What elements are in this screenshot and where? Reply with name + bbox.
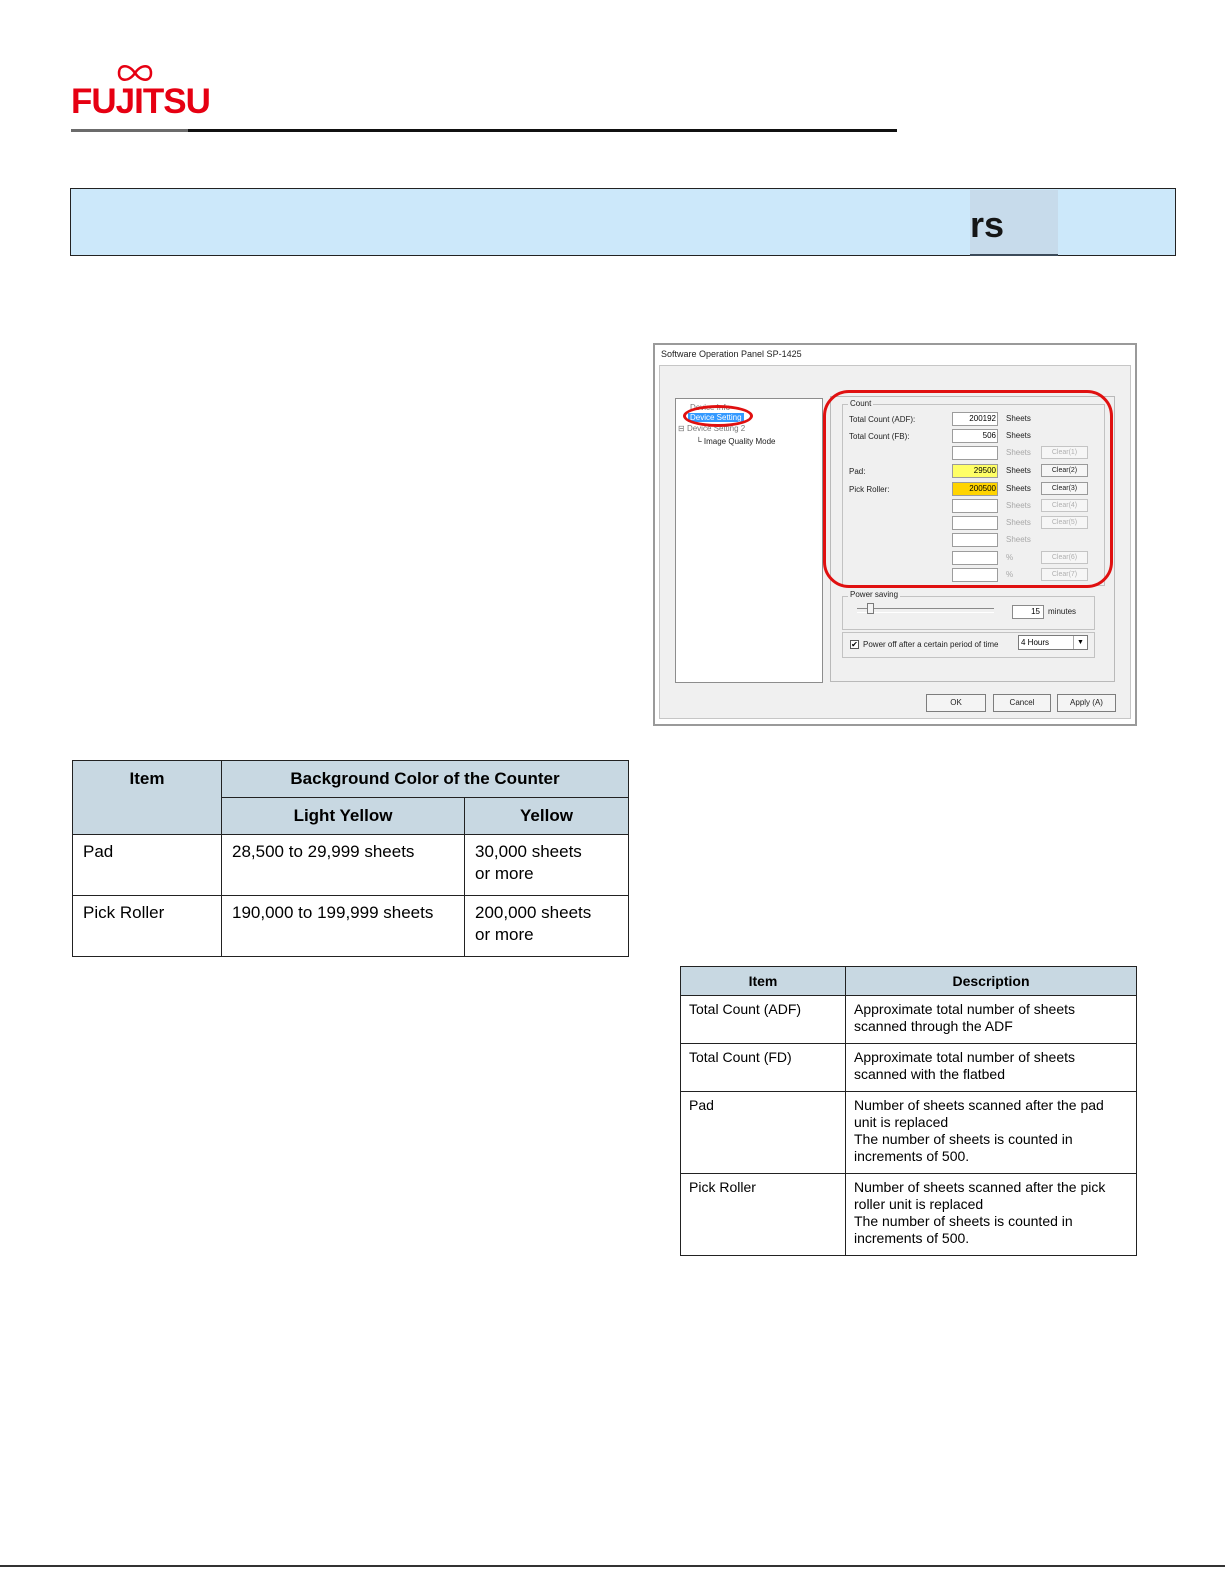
tree-item-device-setting[interactable]: Device Setting <box>690 413 742 422</box>
pad-unit: Sheets <box>1006 466 1031 475</box>
power-off-checkbox[interactable]: ✔ <box>851 640 858 649</box>
clear-1-button[interactable]: Clear(1) <box>1041 446 1088 459</box>
row-item: Total Count (FD) <box>681 1044 846 1092</box>
fujitsu-logo <box>71 68 210 130</box>
row-item: Pad <box>681 1092 846 1174</box>
power-saving-label: Power saving <box>850 590 899 599</box>
pad-count-value: 29500 <box>952 464 998 478</box>
power-saving-minutes-input[interactable]: 15 <box>1012 605 1044 619</box>
tree-item-device-setting-2[interactable]: ⊟ Device Setting 2 <box>678 424 746 433</box>
description-header: Description <box>846 967 1137 996</box>
pad-label: Pad: <box>849 467 866 476</box>
logo-text: FUJITSU <box>71 82 210 121</box>
tree-item-image-quality-mode[interactable]: └ Image Quality Mode <box>696 437 776 446</box>
window-title: Software Operation Panel SP-1425 <box>661 349 802 359</box>
table-row <box>681 996 1137 1044</box>
pick-roller-label: Pick Roller: <box>849 485 890 494</box>
highlight-circle-count <box>823 390 1113 588</box>
counter-description-table <box>680 966 1137 1256</box>
total-count-fb-label: Total Count (FB): <box>849 432 910 441</box>
pick-roller-unit: Sheets <box>1006 484 1031 493</box>
power-off-time-value: 4 Hours <box>1021 638 1050 647</box>
counter-row-6-unit: Sheets <box>1006 501 1031 510</box>
row-description: Number of sheets scanned after the pick roller unit is replaced The number of sheets is counted in increments of 500. <box>846 1174 1137 1256</box>
settings-tree <box>675 398 823 683</box>
counter-row-8-unit: Sheets <box>1006 535 1031 544</box>
power-saving-slider-thumb[interactable] <box>867 603 874 614</box>
clear-4-button[interactable]: Clear(4) <box>1041 499 1088 512</box>
title-fragment <box>970 190 1058 256</box>
background-color-header: Background Color of the Counter <box>222 761 629 798</box>
row-yellow: 200,000 sheets or more <box>465 896 629 957</box>
highlight-circle-tree <box>683 405 753 427</box>
row-description: Number of sheets scanned after the pad unit is replaced The number of sheets is counted in increments of 500. <box>846 1092 1137 1174</box>
total-count-fb-value: 506 <box>952 429 998 443</box>
counter-row-9-unit: % <box>1006 553 1014 562</box>
row-light-yellow: 190,000 to 199,999 sheets <box>222 896 465 957</box>
tree-item-device-setting-2-label: Device Setting 2 <box>686 424 746 433</box>
counter-row-10-unit: % <box>1006 570 1014 579</box>
light-yellow-header: Light Yellow <box>222 798 465 835</box>
dropdown-arrow-icon[interactable]: ▼ <box>1073 636 1087 649</box>
total-count-adf-label: Total Count (ADF): <box>849 415 916 424</box>
total-count-adf-unit: Sheets <box>1006 414 1031 423</box>
tree-item-image-quality-label: Image Quality Mode <box>703 437 776 446</box>
logo-underline <box>71 129 188 132</box>
clear-5-button[interactable]: Clear(5) <box>1041 516 1088 529</box>
table-header-row <box>73 761 629 798</box>
row-description: Approximate total number of sheets scanned through the ADF <box>846 996 1137 1044</box>
table-row <box>73 896 629 957</box>
row-light-yellow: 28,500 to 29,999 sheets <box>222 835 465 896</box>
item-header: Item <box>681 967 846 996</box>
power-off-time-select[interactable] <box>1018 635 1088 650</box>
table-row <box>681 1044 1137 1092</box>
table-header-row <box>681 967 1137 996</box>
counter-row-7-unit: Sheets <box>1006 518 1031 527</box>
row-yellow: 30,000 sheets or more <box>465 835 629 896</box>
row-item: Pick Roller <box>73 896 222 957</box>
clear-6-button[interactable]: Clear(6) <box>1041 551 1088 564</box>
total-count-adf-value: 200192 <box>952 412 998 426</box>
counter-row-3-unit: Sheets <box>1006 448 1031 457</box>
pick-roller-count-value: 200500 <box>952 482 998 496</box>
cancel-button[interactable]: Cancel <box>993 694 1051 712</box>
header-rule <box>188 129 897 132</box>
row-item: Pad <box>73 835 222 896</box>
power-saving-slider-track[interactable] <box>857 608 994 613</box>
item-header: Item <box>73 761 222 835</box>
logo-infinity-icon <box>115 62 155 84</box>
page-bottom-rule <box>0 1565 1225 1567</box>
total-count-fb-unit: Sheets <box>1006 431 1031 440</box>
yellow-header: Yellow <box>465 798 629 835</box>
power-off-label: Power off after a certain period of time <box>863 640 999 649</box>
clear-7-button[interactable]: Clear(7) <box>1041 568 1088 581</box>
minutes-label: minutes <box>1048 607 1077 616</box>
tree-item-device-info[interactable]: Device Info <box>690 403 731 412</box>
clear-2-button[interactable]: Clear(2) <box>1041 464 1088 477</box>
row-description: Approximate total number of sheets scanned with the flatbed <box>846 1044 1137 1092</box>
table-row <box>681 1174 1137 1256</box>
title-fragment-text: rs <box>970 204 1005 245</box>
table-row <box>73 835 629 896</box>
clear-3-button[interactable]: Clear(3) <box>1041 482 1088 495</box>
table-row <box>681 1092 1137 1174</box>
apply-button[interactable]: Apply (A) <box>1057 694 1116 712</box>
count-group-label: Count <box>850 399 872 408</box>
ok-button[interactable]: OK <box>926 694 986 712</box>
row-item: Total Count (ADF) <box>681 996 846 1044</box>
counter-color-table <box>72 760 629 957</box>
row-item: Pick Roller <box>681 1174 846 1256</box>
